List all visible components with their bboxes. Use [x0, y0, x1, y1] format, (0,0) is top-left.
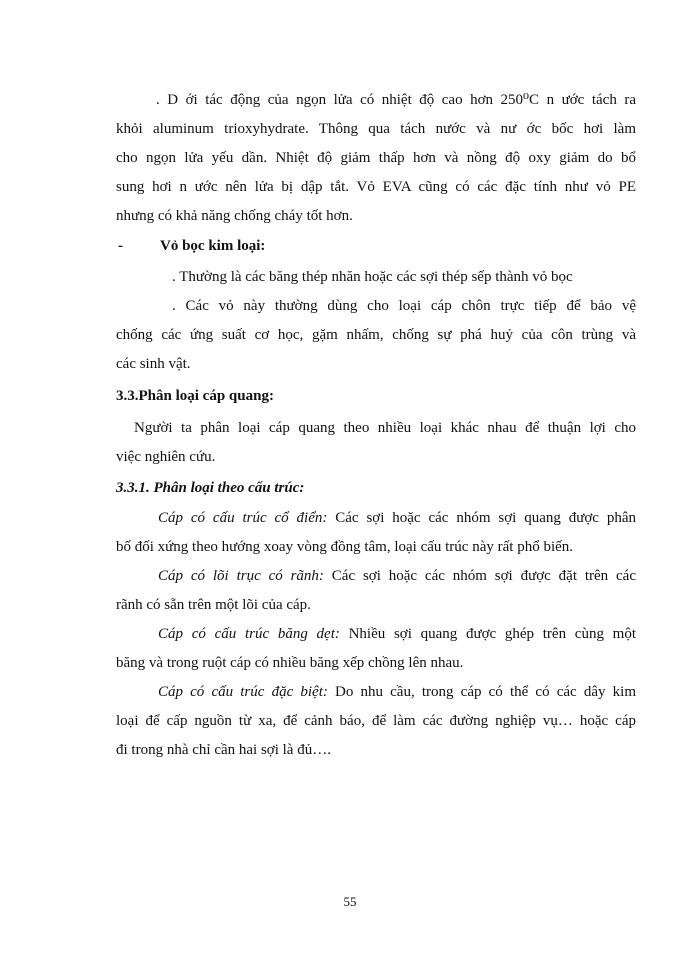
text-line: loại để cấp nguồn từ xa, để cảnh báo, để làm các đường nghiệp vụ… hoặc cáp: [116, 713, 636, 729]
text-line: . Thường là các băng thép nhăn hoặc các sợi thép sếp thành vỏ bọc: [172, 269, 573, 285]
paragraph-classification-intro: [116, 414, 636, 472]
paragraph-ribbon-structure: [116, 620, 636, 678]
text-line: đi trong nhà chỉ cần hai sợi là đủ….: [116, 742, 331, 758]
text-line: khỏi aluminum trioxyhydrate. Thông qua tách nước và nư ớc bốc hơi làm: [116, 121, 636, 137]
text-line: . Các vỏ này thường dùng cho loại cáp chôn trực tiếp để bảo vệ: [172, 298, 636, 314]
text-line: các sinh vật.: [116, 356, 191, 372]
text-line: [116, 504, 636, 533]
text-line: việc nghiên cứu.: [116, 449, 216, 465]
paragraph-fire-resistance: [116, 86, 636, 231]
text-line: [116, 562, 636, 591]
bullet-dash: -: [118, 238, 123, 254]
text-line: băng và trong ruột cáp có nhiều băng xếp chồng lên nhau.: [116, 655, 464, 671]
term-special-structure: Cáp có cấu trúc đặc biệt:: [158, 684, 328, 700]
text-line: bố đối xứng theo hướng xoay vòng đồng tâm, loại cấu trúc này rất phổ biến.: [116, 539, 574, 555]
text-line: Người ta phân loại cáp quang theo nhiều loại khác nhau để thuận lợi cho: [134, 420, 636, 436]
paragraph-buried-cable: [116, 292, 636, 379]
page-number: 55: [343, 894, 357, 909]
heading-text: Vỏ bọc kim loại:: [160, 238, 266, 254]
text-line: nhưng có khả năng chống cháy tốt hơn.: [116, 208, 353, 224]
term-ribbon-structure: Cáp có cấu trúc băng dẹt:: [158, 626, 340, 642]
text-line: cho ngọn lửa yếu dần. Nhiệt độ giảm thấp hơn và nồng độ oxy giảm do bổ: [116, 150, 636, 166]
text-run: Do nhu cầu, trong cáp có thể có các dây kim: [327, 684, 636, 700]
text-line: rãnh có sẵn trên một lõi của cáp.: [116, 597, 311, 613]
section-heading: 3.3.Phân loại cáp quang:: [116, 388, 274, 404]
term-classic-structure: Cáp có cấu trúc cổ điển:: [158, 510, 328, 526]
paragraph-special-structure: [116, 678, 636, 765]
paragraph-classic-structure: [116, 504, 636, 562]
text-line: [116, 620, 636, 649]
text-line: chống các ứng suất cơ học, gặm nhấm, chống sự phá huỷ của côn trùng và: [116, 327, 636, 343]
paragraph-slotted-core: [116, 562, 636, 620]
text-run: Các sợi hoặc các nhóm sợi quang được phân: [327, 510, 636, 526]
text-line: . D ới tác động của ngọn lửa có nhiệt độ cao hơn 250⁰C n ước tách ra: [156, 92, 636, 108]
text-run: Các sợi hoặc các nhóm sợi được đặt trên các: [323, 568, 636, 584]
text-run: Nhiều sợi quang được ghép trên cùng một: [339, 626, 636, 642]
subsection-heading: 3.3.1. Phân loại theo cấu trúc:: [116, 480, 305, 496]
text-line: [116, 678, 636, 707]
heading-metal-sheath: [116, 232, 636, 261]
text-line: sung hơi n ước nên lửa bị dập tắt. Vỏ EVA cũng có các đặc tính như vỏ PE: [116, 179, 636, 195]
term-slotted-core: Cáp có lõi trục có rãnh:: [158, 568, 324, 584]
paragraph-steel-tape: [116, 263, 636, 292]
